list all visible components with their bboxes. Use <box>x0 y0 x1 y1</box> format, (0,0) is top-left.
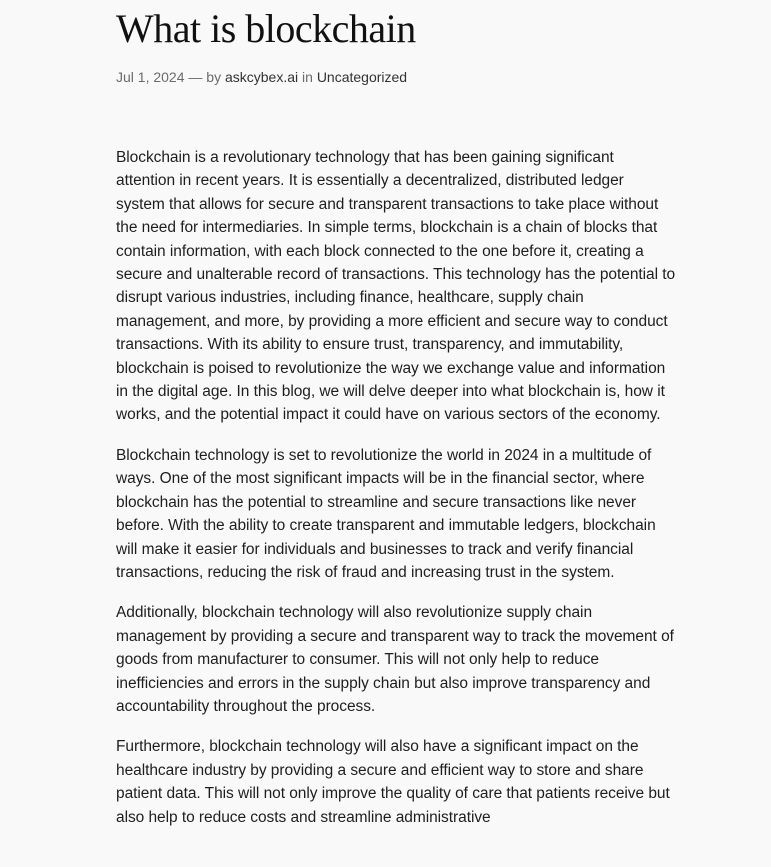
meta-separator: — by <box>184 69 225 85</box>
post-meta <box>116 68 407 86</box>
paragraph-healthcare: Furthermore, blockchain technology will also have a significant impact on the healthcare industry by providing a secure and efficient way to store and share patient data. This will not only improve the quality of care that patients receive but also help to reduce costs and streamline administrative <box>116 738 670 826</box>
post-category-link[interactable]: Uncategorized <box>316 69 408 85</box>
post-content <box>116 146 676 846</box>
paragraph-intro: Blockchain is a revolutionary technology that has been gaining significant attention in recent years. It is essentially a decentralized, distributed ledger system that allows for secure and transparent transactions to take place without the need for intermediaries. In simple terms, blockchain is a chain of blocks that contain information, with each block connected to the one before it, creating a secure and unalterable record of transactions. This technology has the potential to disrupt various industries, including finance, healthcare, supply chain management, and more, by providing a more efficient and secure way to conduct transactions. With its ability to ensure trust, transparency, and immutability, blockchain is poised to revolutionize the way we exchange value and information in the digital age. In this blog, we will delve deeper into what blockchain is, how it works, and the potential impact it could have on various sectors of the economy. <box>116 149 676 424</box>
paragraph-2024-impact: Blockchain technology is set to revolutionize the world in 2024 in a multitude of ways. One of the most significant impacts will be in the financial sector, where blockchain has the potential to streamline and secure transactions like never before. With the ability to create transparent and immutable ledgers, blockchain will make it easier for individuals and businesses to track and verify financial transactions, reducing the risk of fraud and increasing trust in the system. <box>116 446 656 581</box>
post-author-link[interactable]: askcybex.ai <box>224 69 299 85</box>
post-title: What is blockchain <box>116 6 416 51</box>
post-date[interactable]: Jul 1, 2024 <box>116 69 185 85</box>
paragraph-supply-chain: Additionally, blockchain technology will also revolutionize supply chain management by providing a secure and transparent way to track the movement of goods from manufacturer to consumer. This will not only help to reduce inefficiencies and errors in the supply chain but also improve transparency and accountability throughout the process. <box>116 604 674 715</box>
meta-in-word: in <box>298 69 317 85</box>
